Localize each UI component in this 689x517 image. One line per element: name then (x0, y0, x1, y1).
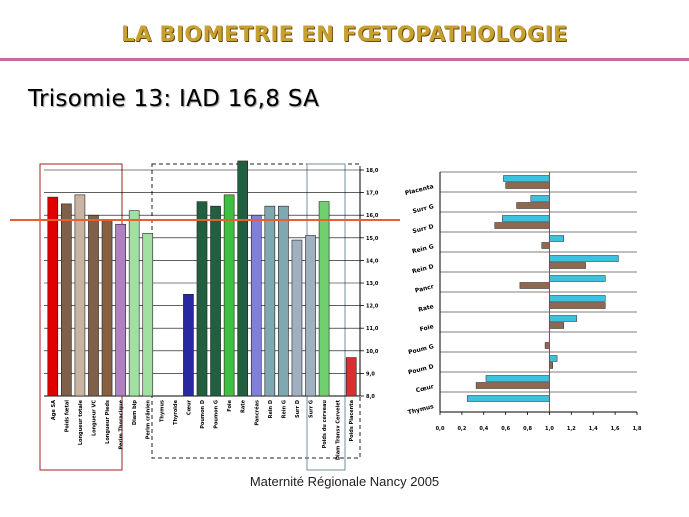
left-bar (75, 195, 85, 396)
left-x-tick: Longueur VC (91, 400, 98, 437)
left-x-tick: Diam bip (132, 400, 139, 426)
right-y-tick: Foie (419, 323, 435, 334)
footer-credit: Maternité Régionale Nancy 2005 (249, 474, 440, 489)
right-y-tick: Rate (417, 303, 435, 314)
left-chart (44, 161, 379, 460)
right-y-tick: Thymus (407, 403, 435, 417)
left-x-tick: Cœur (186, 400, 193, 416)
right-bar-B (545, 343, 549, 349)
right-bar-B (476, 383, 549, 389)
left-y-tick: 8,0 (366, 394, 375, 400)
right-y-tick: Surr G (411, 203, 435, 216)
left-bar (306, 236, 316, 396)
right-y-tick: Cœur (415, 383, 435, 395)
left-x-tick: Perim crânien (145, 400, 152, 440)
left-bar (102, 220, 112, 396)
right-bar-B (549, 323, 563, 329)
right-x-tick: 1,8 (632, 426, 642, 432)
left-y-tick: 11,0 (366, 326, 379, 333)
right-bar-B (506, 183, 550, 189)
right-y-tick: Placenta (404, 183, 435, 198)
right-y-tick: Surr D (411, 223, 435, 236)
left-y-tick: 10,0 (366, 348, 379, 355)
left-y-tick: 13,0 (366, 281, 379, 287)
left-bar (278, 206, 288, 396)
left-bar (251, 215, 261, 396)
right-x-tick: 1,0 (545, 426, 554, 432)
right-bar-B (542, 243, 550, 249)
left-bar (265, 206, 275, 396)
right-bar-A (549, 356, 557, 362)
left-bar (211, 206, 221, 396)
left-x-tick: Poids fœtal (64, 400, 71, 433)
left-y-tick: 14,0 (366, 258, 379, 265)
left-x-tick: Surr G (308, 400, 315, 418)
right-bar-A (549, 296, 605, 302)
left-x-tick: Rein G (281, 400, 288, 419)
left-bar (143, 233, 153, 396)
right-x-tick: 0,2 (457, 426, 467, 432)
left-bar (88, 215, 98, 396)
left-bar (48, 197, 58, 396)
slide-subtitle: Trisomie 13: IAD 16,8 SA (28, 86, 320, 112)
left-y-tick: 9,0 (366, 371, 375, 378)
left-y-tick: 18,0 (366, 168, 379, 174)
right-chart (404, 172, 642, 432)
left-x-tick: Foie (227, 400, 234, 412)
left-x-tick: Poumon G (213, 400, 220, 429)
right-bar-A (549, 316, 576, 322)
right-x-tick: 0,8 (523, 426, 532, 432)
left-bar (224, 195, 234, 396)
left-bar (183, 294, 193, 396)
left-x-tick: Poumon D (200, 400, 206, 429)
right-bar-B (549, 303, 605, 309)
left-x-tick: Age SA (50, 400, 57, 421)
right-y-tick: Poum D (407, 363, 435, 377)
right-y-tick: Poum G (407, 343, 435, 357)
left-x-tick: Diam Transv Cervelet (335, 400, 342, 461)
left-bar (129, 211, 139, 396)
left-x-tick: Pancréas (254, 400, 261, 426)
left-bar (319, 202, 329, 396)
left-x-tick: Poids du cerveau (322, 400, 329, 449)
left-bar (61, 204, 71, 396)
right-x-tick: 1,4 (588, 426, 598, 432)
right-bar-B (549, 263, 585, 269)
left-y-tick: 17,0 (366, 190, 379, 197)
left-bar (346, 358, 356, 396)
right-y-tick: Rein D (411, 263, 435, 276)
left-y-tick: 12,0 (366, 303, 379, 310)
left-y-tick: 15,0 (366, 235, 379, 242)
right-y-tick: Rein G (411, 243, 435, 256)
left-bar (197, 202, 207, 396)
right-bar-A (467, 396, 549, 402)
right-bar-A (549, 276, 605, 282)
left-x-tick: Thyroïde (172, 400, 179, 425)
left-x-tick: Thymus (159, 400, 166, 422)
right-x-tick: 0,4 (479, 426, 489, 432)
right-x-tick: 0,0 (435, 426, 445, 432)
left-y-tick: 16,0 (366, 213, 379, 220)
right-bar-B (495, 223, 550, 229)
right-bar-A (531, 196, 550, 202)
right-bar-A (503, 176, 549, 182)
left-bar (238, 161, 248, 396)
left-x-tick: Rein D (267, 400, 274, 419)
left-x-tick: Longueur totale (77, 400, 84, 446)
right-y-tick: Pancr (414, 283, 435, 295)
right-bar-A (502, 216, 549, 222)
right-bar-B (517, 203, 550, 209)
left-x-tick: Poids Placenta (349, 400, 356, 442)
left-x-tick: Perim Thoracique (118, 400, 125, 450)
right-x-tick: 1,2 (566, 426, 576, 432)
right-bar-A (549, 236, 563, 242)
right-bar-A (486, 376, 549, 382)
left-x-tick: Rate (240, 400, 247, 414)
right-x-tick: 0,6 (501, 426, 511, 432)
left-x-tick: Longueur Pieds (105, 400, 112, 444)
right-bar-B (520, 283, 550, 289)
left-bar (116, 224, 126, 396)
right-bar-A (549, 256, 618, 262)
left-bar (292, 240, 302, 396)
left-x-tick: Surr D (294, 400, 301, 418)
right-x-tick: 1,6 (610, 426, 620, 432)
slide-title: LA BIOMETRIE EN FŒTOPATHOLOGIE (121, 22, 568, 46)
